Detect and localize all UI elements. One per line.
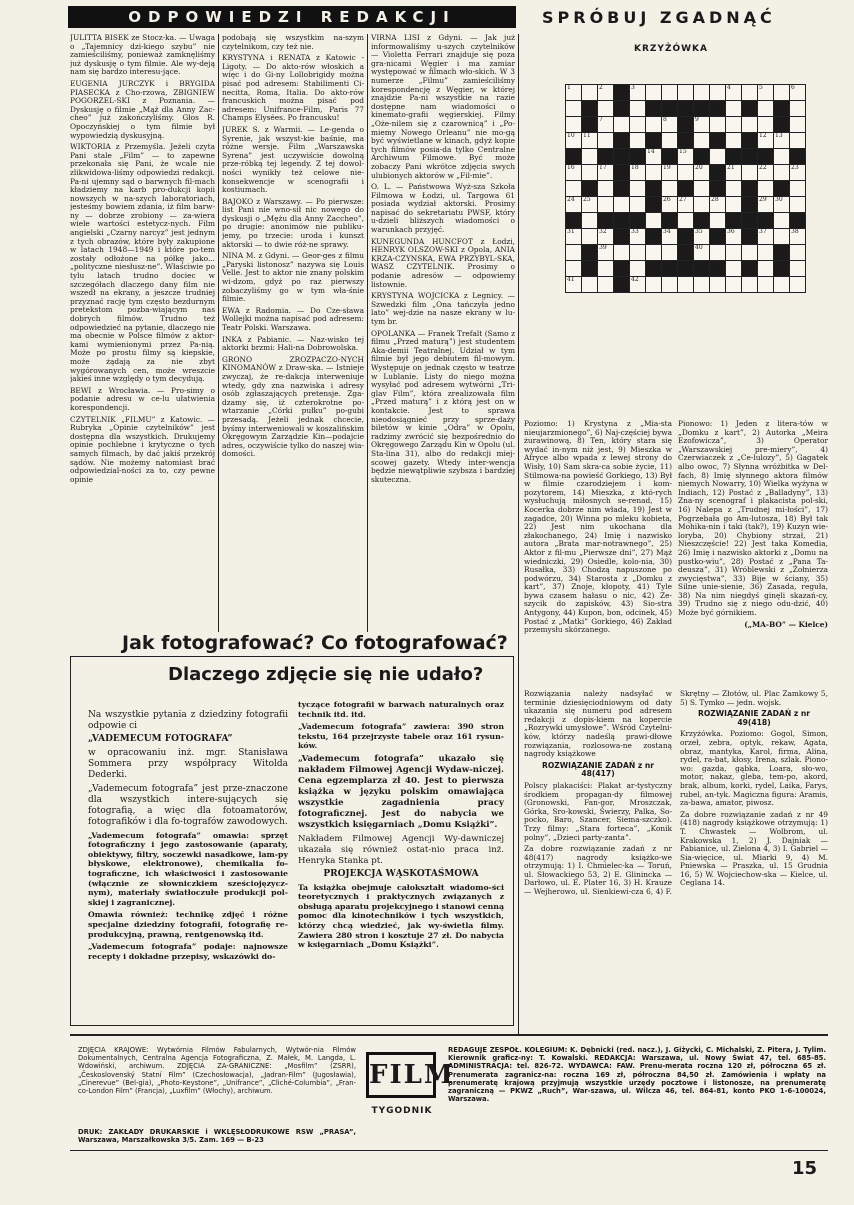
- crossword-block: [613, 276, 630, 293]
- crossword-block: [629, 212, 646, 229]
- crossword-cell: [773, 84, 790, 101]
- advert-text: Nakładem Filmowej Agencji Wy-dawniczej ukazała się również ostat-nio praca inż. Henryka Stanka pt.: [298, 833, 504, 866]
- crossword-cell: [597, 132, 614, 149]
- crossword-cell: 36: [725, 228, 742, 245]
- crossword-cell: 37: [757, 228, 774, 245]
- crossword-cell: 20: [693, 164, 710, 181]
- crossword-cell: [645, 164, 662, 181]
- crossword-cell: [789, 100, 806, 117]
- advert-text: Ta książka obejmuje całokształt wiadomo-ści teoretycznych i praktycznych związanych z obsługą aparatu projekcyjnego i stanowi cenną pomoc dla kinotechników i tych wszystkich, którzy chcą wiedzieć, jak wy-świetla filmy. Zawiera 280 stron i kosztuje 27 zł. Do nabycia w księgarniach „Domu Książki”.: [298, 882, 504, 950]
- solution-title: ROZWIĄZANIE ZADAŃ z nr 48(417): [541, 760, 655, 779]
- crossword-cell: [629, 196, 646, 213]
- crossword-cell: 10: [565, 132, 582, 149]
- crossword-block: [645, 260, 662, 277]
- answer-item: BAJOKO z Warszawy. — Po pierwsze: list Pani nie wno-sił nic nowego do dyskusji o „Mężu dla Anny Zaccheo”, po drugie: anonimów nie publiku-jemy, po trzecie: uroda i kunszt aktorski — to dwie róż-ne sprawy.: [222, 196, 364, 249]
- crossword-block: [613, 228, 630, 245]
- crossword-block: [645, 100, 662, 117]
- crossword-cell: [565, 260, 582, 277]
- crossword-cell: [645, 84, 662, 101]
- crossword-cell: [629, 132, 646, 149]
- answer-item: VIRNA LISI z Gdyni. — Jak już informowaliśmy u-szych czytelników — Violetta Ferrari znajduje się poza gra-nicami Węgier i ma zamiar występować w filmach wło-skich. W 3 numerze „Filmu” zamieściliśmy korespondencję z Węgier, w której znajdzie Pa-ni wszystkie na razie dostępne nam wiadomości o kinemato-grafii węgierskiej. Filmy „Oże-nilem się z czarownicą” i „Po-miemy Nowego Orleanu” nie mo-gą być wyświetlane w kinach, gdyż kopie tych filmów posia-da tylko Centralne Archiwum Filmowe. Być może zobaczy Pani wkrótce zdjęcia swych ulubionych aktorów w „Fil-mie”.: [371, 34, 515, 180]
- crossword-cell: [789, 196, 806, 213]
- crossword-cell: [757, 180, 774, 197]
- crossword-block: [565, 212, 582, 229]
- crossword-block: [597, 212, 614, 229]
- answer-item: podobają się wszystkim na-szym czytelnikom, czy też nie.: [222, 34, 364, 51]
- answer-item: JULITTA BISEK ze Stocz-ka. — Uwaga o „Tajemnicy dzi-kiego szybu” nie zamieściliśmy, ponieważ zamknęliśmy już dyskusję o tym filmie. Ale wy-deją nam się bardzo interesu-jące.: [70, 34, 215, 77]
- crossword-cell: 29: [757, 196, 774, 213]
- crossword-cell: [645, 116, 662, 133]
- crossword-cell: 1: [565, 84, 582, 101]
- answer-item: KRYSTYNA i RENATA z Katowic - Ligoty. — Do akto-rów włoskich a więc i do Gi-ny Lollobrigidy można pisać pod adresem: Stabilimenti Ci-necitta, Roma, Italia. Do akto-rów francuskich można pisać pod adresem: Unifrance-Film, Paris 77 Champs Elysées. Po francusku!: [222, 53, 364, 123]
- crossword-cell: [629, 100, 646, 117]
- magazine-logo-sub: TYGODNIK: [371, 1106, 433, 1116]
- crossword-cell: [757, 276, 774, 293]
- advert-subheadline: Dlaczego zdjęcie się nie udało?: [168, 664, 484, 685]
- crossword-block: [677, 132, 694, 149]
- column-rule: [218, 34, 219, 654]
- crossword-block: [709, 180, 726, 197]
- crossword-cell: 27: [677, 196, 694, 213]
- crossword-cell: [597, 276, 614, 293]
- crossword-cell: 28: [709, 196, 726, 213]
- crossword-block: [709, 164, 726, 181]
- solution-body: Polscy plakaciści: Plakat ar-tystyczny środkiem propagan-dy filmowej (Gronowski, Fan-gor, Mroszczak, Górka, Sro-kowski, Świerzy, Palka, So-pocko, Baro, Szancer, Siema-szczko). Trzy filmy: „Stara forteca”, „Konik polny”, „Dzieci party-zanta”.: [524, 780, 672, 842]
- crossword-cell: [645, 276, 662, 293]
- answer-item: INKA z Pabianic. — Naz-wisko tej aktorki brzmi: Hali-na Dobrowolska.: [222, 334, 364, 353]
- crossword-cell: 32: [597, 228, 614, 245]
- crossword-cell: 26: [661, 196, 678, 213]
- crossword-cell: [629, 244, 646, 261]
- crossword-block: [693, 212, 710, 229]
- crossword-block: [581, 244, 598, 261]
- contest-section: [524, 690, 828, 1040]
- crossword-cell: [581, 164, 598, 181]
- crossword-cell: [629, 260, 646, 277]
- crossword-cell: [661, 244, 678, 261]
- crossword-cell: [725, 180, 742, 197]
- crossword-block: [725, 148, 742, 165]
- crossword-block: [645, 132, 662, 149]
- solution-winners: Za dobre rozwiązanie zadań z nr 49 (418) nagrody książkowe otrzymują: 1) T. Chwastek — Wolbrom, ul. Krakowska 1, 2) J. Dajniak — Pabianice, ul. Zielona 4, 3) I. Gabriel — Sia-więcice, ul. Miarki 9, 4) M. Pniewska — Praszka, ul. 15 Grudnia 16, 5) W. Wojciechow-ska — Kielce, ul. Ceglana 14.: [680, 809, 828, 888]
- crossword-cell: [789, 276, 806, 293]
- crossword-block: [597, 148, 614, 165]
- advert-text: Na wszystkie pytania z dziedziny fotografii odpowie ci: [88, 710, 288, 731]
- crossword-block: [789, 212, 806, 229]
- crossword-block: [677, 116, 694, 133]
- crossword-cell: 22: [757, 164, 774, 181]
- crossword-cell: 38: [789, 228, 806, 245]
- crossword-cell: [565, 100, 582, 117]
- crossword-cell: [725, 132, 742, 149]
- page-number: 15: [792, 1158, 818, 1179]
- crossword-cell: 24: [565, 196, 582, 213]
- crossword-cell: [789, 116, 806, 133]
- crossword-block: [661, 212, 678, 229]
- crossword-cell: [725, 116, 742, 133]
- crossword-cell: [725, 100, 742, 117]
- crossword-cell: [645, 212, 662, 229]
- crossword-block: [613, 212, 630, 229]
- crossword-cell: 39: [597, 244, 614, 261]
- crossword-block: [693, 260, 710, 277]
- crossword-cell: [677, 84, 694, 101]
- solution-body: Krzyżówka. Poziomo: Gogol, Simon, orzeł, zebra, optyk, rekaw, Agata, obraz, mantyka, Karol, firma, Alina, rydel, ra-bat, kłosy, Irena, szlak. Piono-wo: gazda, gąbka, Loara, sło-wo, motor, nakaz, gleba, tem-po, akord, brak, album, korki, rydel, Laika, Farys, rubel, an-tyk. Magiczna figura: Aramis, za-bawa, amator, piwosz.: [680, 729, 828, 808]
- crossword-title: KRZYŻÓWKA: [634, 44, 708, 54]
- crossword-cell: [741, 164, 758, 181]
- advert-text: „Vademecum fotografa” jest prze-znaczone dla wszystkich intere-sujących się fotografią, a więc dla fotoamatorów, fotografików i dla fo-tografów zawodowych.: [88, 783, 288, 827]
- crossword-block: [773, 116, 790, 133]
- crossword-cell: [741, 244, 758, 261]
- crossword-cell: 4: [725, 84, 742, 101]
- crossword-cell: [757, 244, 774, 261]
- crossword-cell: [629, 180, 646, 197]
- crossword-cell: [661, 276, 678, 293]
- crossword-cell: [773, 228, 790, 245]
- advert-text: Omawia również: technikę zdjęć i różne specjalne dziedziny fotografii, fotografię re-produkcyjną, prawną, rentgenowską itd.: [88, 910, 288, 939]
- answers-banner: ODPOWIEDZI REDAKCJI: [68, 6, 516, 28]
- crossword-cell: 41: [565, 276, 582, 293]
- advert-text: „Vademecum fotografa” podaje: najnowsze recepty i dokładne przepisy, wskazówki do-: [88, 942, 288, 961]
- crossword-cell: [693, 84, 710, 101]
- crossword-cell: 11: [581, 132, 598, 149]
- crossword-cell: [581, 84, 598, 101]
- crossword-cell: [661, 84, 678, 101]
- crossword-cell: [773, 164, 790, 181]
- crossword-block: [709, 100, 726, 117]
- crossword-cell: 42: [629, 276, 646, 293]
- crossword-across-clues: [524, 420, 672, 682]
- crossword-cell: [693, 196, 710, 213]
- crossword-block: [613, 100, 630, 117]
- down-clues-text: Pionowo: 1) Jeden z litera-tów w „Domku z kart”, 2) Autorka „Meira Ezofowicza”, 3) Operator „Warszawskiej pre-miery”, 4) Czerwiaczek z „Ce-lulozy”, 5) Gagatek albo owoc, 7) Słynna wróżbitka w Del-fach, 8) Imię słynnego aktora filmów niemych Nowarry, 10) Wielka wyżyna w Indiach, 12) Postać z „Balladyny”, 13) Zna-ny scenograf i plakacista pol-ski, 16) Nalepa z „Trudnej mi-łości”, 17) Pogrzebała go Am-lutosza, 18) Był tak Mohika-nin i taki (tak?), 19) Kuzyn wie-loryba, 20) Chybiony strzał, 21) Nieszczęście! 22) Jest taka Komedia, 26) Imię i nazwisko aktorki z „Domu na pustko-wiu”, 28) Postać z „Pana Ta-deusza”, 31) Wróblewski z „Żołnierza zwycięstwa”, 33) Bije w ściany, 35) Silne unie-sienie, 36) Zasada, reguła, 38) Na nim niegdyś ginęli skazań-cy, 39) Trudno się z niego odu-dzić, 40) Może być górnikiem.: [678, 420, 828, 618]
- advert-text: „Vademecum fotografa” omawia: sprzęt fotograficzny i jego zastosowanie (aparaty, obiektywy, filtry, soczewki nasadkowe, lam-py błyskowe, elektronowe), chemikalia fo-tograficzne, ich właściwości i zastosowanie (włącznie ze słowniczkiem sześciojęzycz-nym), materiały światłoczułe produkcji pol-skiej i zagranicznej.: [88, 830, 288, 907]
- crossword-cell: [709, 244, 726, 261]
- crossword-cell: [709, 212, 726, 229]
- answer-item: GRONO ZROZPACZO-NYCH KINOMANÓW z Draw-ska. — Istnieje zwyczaj, że re-dakcja interweniuje wtedy, gdy zna nazwiska i adresy osób zgłaszających pretensje. Zga-dzamy się, iż czterokrotne po-wtarzanie „Córki pułku” po-gubi przesadą. Jeżeli jednak chcecie, byśmy interweniowali w koszalińskim Okręgowym Zarządzie Kin—podajcie adres, oczywiście tylko do naszej wia-domości.: [222, 354, 364, 459]
- crossword-cell: 8: [661, 116, 678, 133]
- magazine-logo: FILM: [366, 1052, 436, 1098]
- crossword-cell: [565, 244, 582, 261]
- editorial-info: REDAGUJE ZESPÓŁ. KOLEGIUM: K. Dębnicki (red. nacz.), J. Giżycki, C. Michalski, Z. Pitera, J. Tylim. Kierownik graficz-ny: T. Kowalski. REDAKCJA: Warszawa, ul. Nowy Świat 47, tel. 685-85. ADMINISTRACJA: tel. 826-72. WYDAWCA: FAW. Prenu-merata roczna 120 zł, półroczna 65 zł. Prenumerata zagranicz-na: roczna 169 zł, półroczna 84,50 zł. Zamówienia i wpłaty na prenumeratę krajową przyjmują wszystkie urzędy pocztowe i listonosze, na prenumeratę zagraniczną — PKWZ „Ruch”, War-szawa, ul. Wilcza 46, tel. 864-81, konto PKO 1-6-100024, Warszawa.: [448, 1046, 826, 1104]
- advert-text: „Vademecum fotografa” zawiera: 390 stron tekstu, 164 przejrzyste tabele oraz 161 rysun-ków.: [298, 722, 504, 751]
- crossword-cell: [709, 148, 726, 165]
- crossword-block: [725, 212, 742, 229]
- answer-item: O. L. — Państwowa Wyż-sza Szkoła Filmowa w Łodzi, ul. Targowa 61 posiada wydział aktorski. Prosimy napisać do sekretariatu PWSF, który u-dzieli bliższych wiadomości o warunkach przyjęć.: [371, 182, 515, 235]
- crossword-signature: („MA-BO” — Kielce): [744, 619, 828, 629]
- column-rule: [367, 34, 368, 654]
- crossword-block: [581, 116, 598, 133]
- crossword-cell: 33: [629, 228, 646, 245]
- answer-item: BEWI z Wrocławia. — Pro-simy o podanie adresu w ce-lu ułatwienia korespondencji.: [70, 385, 215, 412]
- advert-headline: Jak fotografować? Co fotografować?: [116, 632, 514, 654]
- crossword-cell: [565, 180, 582, 197]
- crossword-cell: 12: [757, 132, 774, 149]
- contest-intro: Rozwiązania należy nadsyłać w terminie dziesięciodniowym od daty ukazania się numeru pod adresem redakcji z dopis-kiem na kopercie „Rozrywki umysłowe”. Wśród Czytelni-ków, którzy nadeślą prawi-dłowe rozwiązania, rozlosowa-ne zostaną nagrody książkowe: [524, 690, 672, 759]
- crossword-block: [645, 180, 662, 197]
- crossword-cell: 15: [677, 148, 694, 165]
- crossword-cell: [709, 116, 726, 133]
- photo-credits: ZDJĘCIA KRAJOWE: Wytwórnia Filmów Fabularnych, Wytwór-nia Filmów Dokumentalnych, Centralna Agencja Fotograficzna, Z. Małek, M. Langda, L. Wdowiński, archiwum. ZDJĘCIA ZA-GRANICZNE: „Mosfilm” (ZSRR), „Československý Statní Film” (Czechosłowacja), „Jadran-Film” (Jugosławia), „Cinerevue” (Bel-gia), „Photo-Keystone”, „Unifrance”, „Cliché-Columbia”, „Fran-co-London Film” (Francja), „Luxfilm” (Włochy), archiwum.: [78, 1046, 356, 1096]
- crossword-block: [645, 196, 662, 213]
- crossword-block: [773, 100, 790, 117]
- crossword-block: [629, 148, 646, 165]
- footer-rule: [70, 1034, 828, 1036]
- crossword-block: [693, 100, 710, 117]
- advert-text: „Vademecum fotografa” ukazało się nakładem Filmowej Agencji Wydaw-niczej. Cena egzemplarza zł 40. Jest to pierwsza książka w języku polskim omawiająca wszystkie zagadnienia pracy fotograficznej. Jest do nabycia we wszystkich księgarniach „Domu Książki”.: [298, 753, 504, 830]
- advert-text: tyczące fotografii w barwach naturalnych oraz technik itd. itd.: [298, 700, 504, 719]
- printer-info: DRUK: ZAKŁADY DRUKARSKIE i WKLĘSŁODRUKOWE RSW „PRASA”, Warszawa, Marszałkowska 3/5. Zam. 169 — B-23: [78, 1128, 356, 1145]
- crossword-block: [773, 244, 790, 261]
- crossword-block: [661, 260, 678, 277]
- crossword-cell: [677, 164, 694, 181]
- crossword-grid: [565, 84, 815, 294]
- crossword-cell: 18: [629, 164, 646, 181]
- crossword-cell: 13: [773, 132, 790, 149]
- crossword-block: [773, 180, 790, 197]
- crossword-block: [677, 244, 694, 261]
- crossword-cell: [677, 276, 694, 293]
- crossword-cell: [581, 228, 598, 245]
- crossword-block: [757, 212, 774, 229]
- crossword-cell: [597, 260, 614, 277]
- crossword-cell: 17: [597, 164, 614, 181]
- crossword-cell: 16: [565, 164, 582, 181]
- crossword-cell: [613, 116, 630, 133]
- crossword-cell: [597, 180, 614, 197]
- crossword-cell: 19: [661, 164, 678, 181]
- answer-item: JUREK S. z Warmii. — Le-genda o Syrenie, jak wszyst-kie baśnie, ma różne wersje. Film „Warszawska Syrena” jest uczywiście dowolną prze-róbką tej legendy. Z tej dowol-ności wynikły też celowe nie-konsekwencje w scenografii i kostiumach.: [222, 124, 364, 195]
- crossword-cell: [789, 260, 806, 277]
- advert-left-column: [88, 710, 288, 1022]
- crossword-block: [677, 260, 694, 277]
- crossword-cell: [757, 100, 774, 117]
- crossword-block: [709, 228, 726, 245]
- crossword-cell: [757, 260, 774, 277]
- crossword-block: [613, 180, 630, 197]
- crossword-block: [613, 260, 630, 277]
- crossword-block: [661, 148, 678, 165]
- answer-item: KRYSTYNA WOJCICKA z Legnicy. — Szwedzki film „Ona tańczyła jedno lato” wej-dzie na nasze ekrany w lu-tym br.: [371, 291, 515, 326]
- crossword-cell: [789, 244, 806, 261]
- crossword-cell: [693, 276, 710, 293]
- advert-product: „VADEMECUM FOTOGRAFA”: [88, 734, 233, 744]
- answers-column-3: [371, 34, 515, 652]
- answer-item: WIKTORIA z Przemyśla. Jeżeli czyta Pani stale „Film” — to zapewne przekonała się Pani, że wcale nie zlikwidowa-liśmy odpowiedzi redakcji. Pa-ni ujemny sąd o barwnych fil-mach kładziemy na karb pro-dukcji kopii nowszych w na-szych laboratoriach, jesteśmy bowiem zdania, iż film barw-ny — dobrze zrobiony — za-wiera wiele wartości estetycz-nych. Film angielski „Czarny narcyz” jest jednym z tych obrazów, które były zakupione w latach 1948—1949 i które po-tem zostały odłożone na półkę jako... „polityczne niesłusz-ne”. Właściwie po tylu latach trudno dociec w szczegółach dlaczego dany film nie wszedł na ekrany, a jeszcze trudniej przyznać rację tym często bezdurnym pretekstom pozba-wiającym nas dobrych filmów. Trudno też odpowiedzieć na pytanie, dlaczego nie ma obecnie w Polsce filmów z aktor-kami wymienionymi przez Pa-nią. Może po prostu filmy są kiepskie, może żądają za nie zbyt wygórowanych cen, może wreszcie jakieś inne względy o tym decydują.: [70, 142, 215, 384]
- crossword-block: [789, 148, 806, 165]
- crossword-cell: [741, 116, 758, 133]
- crossword-cell: [613, 244, 630, 261]
- answer-item: EUGENIA JURCZYK i BRYGIDA PIASECKA z Cho-rzowa, ZBIGNIEW POGORZEL-SKI z Poznania. — Dyskusję o filmie „Mąż dla Anny Zac-cheo” już zakończyliśmy. Głos R. Opoczyńskiej o tym filmie był wypowiedzią dyskusyjną.: [70, 78, 215, 140]
- crossword-cell: 35: [693, 228, 710, 245]
- crossword-cell: [645, 244, 662, 261]
- across-clues-text: Poziomo: 1) Krystyna z „Mia-sta nieujarzmionego”, 6) Naj-częściej bywa żurawinową, 8) Ten, który stara się wydać in-nym niż jest, 9) Mieszka w Afryce albo wpada z lewej strony do Wisły, 10) Sam skra-ca sobie życie, 11) Stilmowa-na powieść Gorkiego, 13) Był w filmie czarodziejem i kom-pozytorem, 14) Mieszka, z któ-rych wysłuchują miłosnych se-renad, 15) Kocerka dobrze nim włada, 19) Jest w zagadce, 20) Winna po mleku kobieta, 22) Jest nim ukochana dla złakochanego, 24) Imię i nazwisko autora „Brata mar-notrawnego”, 25) Aktor z fil-mu „Pierwsze dni”, 27) Mąż wiedniczki, 29) Osiedle, kolo-nia, 30) Rusałka, 33) Chodzą napuszone po podwórzu, 34) Starosta z „Domku z kart”, 37) Znoje, kłopoty, 41) Tyle bywa czasem hałasu o nic, 42) Ze-szycik do zapisków, 43) Sio-stra Antygony, 44) Kupon, bon, odcinek, 45) Postać z „Matki” Gorkiego, 46) Zakład przemysłu skórzanego.: [524, 420, 672, 635]
- crossword-cell: [773, 212, 790, 229]
- crossword-cell: 34: [661, 228, 678, 245]
- answer-item: EWA z Radomia. — Do Cze-sława Wollejki można napisać pod adresem: Teatr Polski. Warszawa.: [222, 305, 364, 332]
- crossword-block: [581, 260, 598, 277]
- crossword-block: [613, 148, 630, 165]
- crossword-cell: [789, 132, 806, 149]
- crossword-block: [613, 132, 630, 149]
- crossword-cell: [597, 196, 614, 213]
- crossword-cell: [725, 196, 742, 213]
- crossword-cell: [581, 148, 598, 165]
- crossword-block: [757, 148, 774, 165]
- crossword-cell: 9: [693, 116, 710, 133]
- crossword-cell: 5: [757, 84, 774, 101]
- crossword-cell: [757, 116, 774, 133]
- answer-item: OPOLANKA — Franek Trefalt (Samo z filmu „Przed maturą”) jest studentem Aka-demii Teatralnej. Udział w tym filmie był jego debiutem fil-mowym. Występuje on jednak często w teatrze w Lublanie. Listy do niego można wysyłać pod adresem wytwórni „Tri-glav Film”, która zrealizowała film „Przed maturą” i z którą jest on w kontakcie. Jest to sprawa nieodosiągnieć przy sprze-daży biletów w kinie „Odra” w Opolu, radzimy zwrócić się bezpośrednio do Okręgowego Zarządu Kin w Opolu (ul. Sta-lina 31), albo do redakcji miej-scowej gazety. Wtedy inter-wencja będzie niewątpliwie szybsza i bardziej skuteczna.: [371, 328, 515, 484]
- crossword-block: [741, 260, 758, 277]
- crossword-block: [693, 148, 710, 165]
- crossword-block: [645, 228, 662, 245]
- crossword-down-clues: [678, 420, 828, 682]
- crossword-cell: [725, 244, 742, 261]
- crossword-block: [677, 180, 694, 197]
- crossword-cell: [693, 132, 710, 149]
- crossword-cell: [581, 212, 598, 229]
- crossword-cell: 25: [581, 196, 598, 213]
- crossword-cell: 7: [597, 116, 614, 133]
- answers-column-1: [70, 34, 215, 652]
- crossword-block: [741, 148, 758, 165]
- crossword-block: [565, 148, 582, 165]
- crossword-cell: 14: [645, 148, 662, 165]
- crossword-cell: [773, 276, 790, 293]
- crossword-cell: [725, 276, 742, 293]
- solution-winners: Za dobre rozwiązanie zadań z nr 48(417) nagrody książko-we otrzymują: 1) I. Chmielec-ka — Toruń, ul. Słowackiego 53, 2) E. Glinincka — Darłowo, ul. E. Plater 16, 3) H. Krauze — Wejherowo, ul. Sienkiewi-cza 6, 4) F. Skrętny — Złotów, ul. Plac Zamkowy 5, 5) S. Tymko — jedn. wojsk.: [524, 690, 828, 897]
- crossword-cell: [661, 180, 678, 197]
- crossword-block: [581, 180, 598, 197]
- answer-item: NINA M. z Gdyni. — Geor-ges z filmu „Paryski listonosz” nazywa się Louis Velle. Jest to aktor nie znany polskim wi-dzom, gdyż po raz pierwszy zobaczyliśmy go w tym wła-śnie filmie.: [222, 251, 364, 304]
- crossword-cell: 23: [789, 164, 806, 181]
- crossword-cell: 3: [629, 84, 646, 101]
- crossword-block: [741, 100, 758, 117]
- crossword-block: [613, 164, 630, 181]
- advert-product: PROJEKCJA WĄSKOTAŚMOWA: [323, 868, 479, 879]
- crossword-cell: 31: [565, 228, 582, 245]
- crossword-cell: 21: [725, 164, 742, 181]
- crossword-block: [613, 84, 630, 101]
- crossword-cell: 30: [773, 196, 790, 213]
- crossword-cell: 40: [693, 244, 710, 261]
- crossword-block: [709, 260, 726, 277]
- answers-column-2: [222, 34, 364, 652]
- crossword-cell: [693, 180, 710, 197]
- crossword-cell: [741, 276, 758, 293]
- crossword-block: [741, 196, 758, 213]
- crossword-cell: [581, 276, 598, 293]
- crossword-cell: [677, 212, 694, 229]
- advert-right-column: [298, 700, 504, 1022]
- crossword-cell: [613, 196, 630, 213]
- crossword-block: [709, 132, 726, 149]
- crossword-block: [581, 100, 598, 117]
- crossword-cell: [741, 84, 758, 101]
- crossword-block: [741, 212, 758, 229]
- crossword-block: [741, 228, 758, 245]
- crossword-block: [677, 228, 694, 245]
- crossword-block: [677, 100, 694, 117]
- crossword-cell: [789, 180, 806, 197]
- crossword-block: [741, 132, 758, 149]
- crossword-block: [661, 100, 678, 117]
- crossword-cell: 6: [789, 84, 806, 101]
- puzzle-banner: SPRÓBUJ ZGADNĄĆ: [542, 8, 776, 27]
- crossword-cell: [629, 116, 646, 133]
- footer-rule: [70, 1150, 828, 1151]
- advert-text: w opracowaniu inż. mgr. Stanisława Sommera przy współpracy Witolda Dederki.: [88, 747, 288, 780]
- column-rule: [518, 34, 519, 1034]
- crossword-block: [741, 180, 758, 197]
- solution-title: ROZWIĄZANIE ZADAŃ z nr 49(418): [697, 709, 811, 727]
- crossword-cell: [709, 276, 726, 293]
- crossword-cell: [773, 148, 790, 165]
- answer-item: KUNEGUNDA HUNCFOT z Łodzi, HENRYK OLSZOW-SKI z Opola, ANIA KRZA-CZYNSKA, EWA PRZYBYL-SKA, WASZ CZYTELNIK. Prosimy o podanie adresów — odpowiemy listownie.: [371, 236, 515, 289]
- crossword-cell: [709, 84, 726, 101]
- crossword-cell: 2: [597, 84, 614, 101]
- crossword-cell: [725, 260, 742, 277]
- crossword-cell: [565, 116, 582, 133]
- crossword-block: [773, 260, 790, 277]
- crossword-cell: [661, 132, 678, 149]
- answer-item: CZYTELNIK „FILMU” z Katowic. — Rubryka „Opinie czytelników” jest dostępna dla wszystkich. Drukujemy opinie pochlebne i krytyczne o tych samych filmach, by dać jakiś przekrój sądów. Nie możemy natomiast brać odpowiedzial-ności za to, czy pewne opinie: [70, 414, 215, 484]
- crossword-cell: [597, 100, 614, 117]
